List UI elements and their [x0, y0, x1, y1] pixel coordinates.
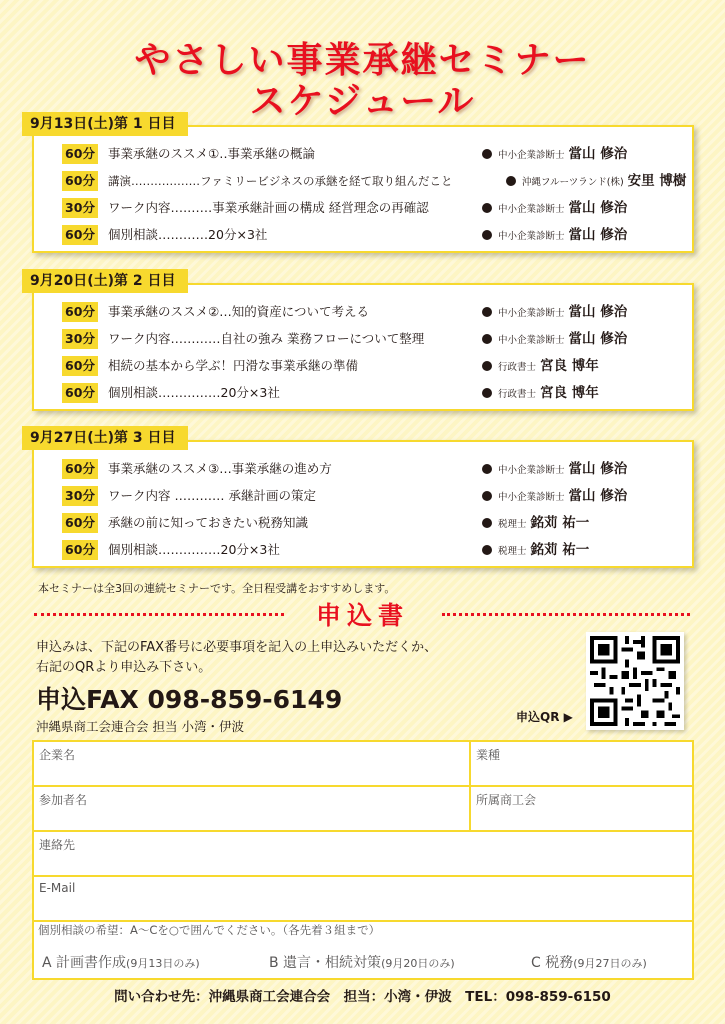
session-duration: 60分: [62, 171, 98, 191]
speaker-name: 安里 博樹: [627, 173, 687, 189]
option-c[interactable]: [531, 952, 647, 972]
day3-schedule-box: [32, 440, 694, 568]
session-description: 事業承継のススメ①‥事業承継の概論: [108, 146, 316, 161]
day1-label: 9月13日(土)第 1 日目: [22, 112, 188, 136]
speaker: [498, 143, 627, 167]
session-row: [62, 224, 692, 246]
contact-field[interactable]: [34, 832, 692, 877]
bullet-icon: [482, 464, 492, 474]
speaker-title: 行政書士: [498, 389, 537, 400]
divider-left: [34, 613, 284, 616]
speaker: [522, 170, 686, 194]
application-form: [32, 740, 694, 980]
option-a[interactable]: [42, 952, 200, 972]
speaker-name: 當山 修治: [568, 146, 628, 162]
bullet-icon: [482, 230, 492, 240]
chamber-label: 所属商工会: [476, 793, 537, 807]
session-duration: 30分: [62, 198, 98, 218]
session-duration: 60分: [62, 540, 98, 560]
consult-hope-label: 個別相談の希望：A〜Cを○で囲んでください。（各先着３組まで）: [38, 923, 381, 937]
bullet-icon: [506, 176, 516, 186]
chamber-field[interactable]: [471, 787, 692, 832]
speaker-name: 當山 修治: [568, 488, 628, 504]
option-b-sub: (9月20日のみ): [381, 957, 455, 970]
speaker-title: 行政書士: [498, 362, 537, 373]
bullet-icon: [482, 518, 492, 528]
fax-number: 申込FAX 098-859-6149: [36, 685, 343, 714]
session-description: ワーク内容 ………… 承継計画の策定: [108, 488, 316, 503]
application-title: 申込書: [315, 601, 409, 630]
qr-code-icon[interactable]: [586, 632, 684, 730]
speaker-name: 銘苅 祐一: [530, 542, 590, 558]
speaker-name: 宮良 博年: [540, 385, 599, 401]
speaker-title: 中小企業診断士: [498, 465, 565, 476]
session-description: 事業承継のススメ②…知的資産について考える: [108, 304, 369, 319]
option-c-sub: (9月27日のみ): [573, 957, 647, 970]
session-row: [62, 355, 692, 377]
speaker: [498, 355, 599, 379]
session-description: 講演‥‥‥‥‥‥‥‥‥ファミリービジネスの承継を経て取り組んだこと: [108, 174, 453, 188]
option-b-main: B 遺言・相続対策: [269, 955, 382, 971]
speaker-name: 當山 修治: [568, 331, 628, 347]
day2-schedule-box: [32, 283, 694, 411]
speaker-title: 中小企業診断士: [498, 150, 565, 161]
speaker-name: 當山 修治: [568, 200, 628, 216]
bullet-icon: [482, 388, 492, 398]
footer-contact: 問い合わせ先：沖縄県商工会連合会 担当：小湾・伊波 TEL：098-859-6150: [114, 989, 611, 1005]
option-c-main: C 税務: [531, 955, 574, 971]
speaker-title: 税理士: [498, 519, 527, 530]
session-duration: 30分: [62, 486, 98, 506]
speaker-name: 當山 修治: [568, 461, 628, 477]
industry-label: 業種: [476, 748, 501, 762]
intro-line2: 右記のQRより申込み下さい。: [36, 660, 212, 675]
industry-field[interactable]: [471, 742, 692, 787]
session-description: 相続の基本から学ぶ！円滑な事業承継の準備: [108, 358, 359, 373]
bullet-icon: [482, 545, 492, 555]
speaker-title: 中小企業診断士: [498, 308, 565, 319]
participant-field[interactable]: [34, 787, 469, 832]
email-label: E-Mail: [39, 881, 76, 895]
bullet-icon: [482, 334, 492, 344]
session-duration: 60分: [62, 383, 98, 403]
main-title-line2: スケジュール: [249, 81, 476, 122]
speaker-name: 銘苅 祐一: [530, 515, 590, 531]
speaker-title: 中小企業診断士: [498, 492, 565, 503]
session-row: [62, 512, 692, 534]
qr-label: 申込QR ▶: [516, 710, 573, 724]
organization-contact: 沖縄県商工会連合会 担当 小湾・伊波: [36, 719, 244, 734]
bullet-icon: [482, 149, 492, 159]
session-row: [62, 170, 692, 192]
series-note: 本セミナーは全3回の連続セミナーです。全日程受講をおすすめします。: [38, 582, 396, 595]
session-row: [62, 382, 692, 404]
company-name-label: 企業名: [39, 748, 76, 762]
session-row: [62, 143, 692, 165]
speaker: [498, 485, 627, 509]
session-duration: 60分: [62, 356, 98, 376]
session-description: ワーク内容‥‥‥‥‥事業承継計画の構成 経営理念の再確認: [108, 200, 429, 215]
option-a-sub: (9月13日のみ): [126, 957, 200, 970]
speaker-title: 中小企業診断士: [498, 204, 565, 215]
session-row: [62, 539, 692, 561]
speaker-title: 沖縄フルーツランド(株): [522, 177, 624, 188]
speaker: [498, 539, 589, 563]
participant-label: 参加者名: [39, 793, 88, 807]
speaker-title: 中小企業診断士: [498, 231, 565, 242]
session-description: 承継の前に知っておきたい税務知識: [108, 515, 309, 530]
option-a-main: A 計画書作成: [42, 955, 127, 971]
speaker: [498, 458, 627, 482]
session-row: [62, 458, 692, 480]
session-duration: 60分: [62, 513, 98, 533]
email-field[interactable]: [34, 877, 692, 922]
session-description: ワーク内容…………自社の強み 業務フローについて整理: [108, 331, 425, 346]
session-row: [62, 197, 692, 219]
option-b[interactable]: [269, 952, 455, 972]
day2-label: 9月20日(土)第 2 日目: [22, 269, 188, 293]
divider-right: [442, 613, 690, 616]
speaker: [498, 301, 627, 325]
speaker-title: 税理士: [498, 546, 527, 557]
session-duration: 60分: [62, 302, 98, 322]
speaker-name: 當山 修治: [568, 304, 628, 320]
session-duration: 60分: [62, 144, 98, 164]
main-title-line1: やさしい事業承継セミナー: [134, 40, 591, 81]
session-duration: 60分: [62, 459, 98, 479]
speaker-name: 當山 修治: [568, 227, 628, 243]
speaker-title: 中小企業診断士: [498, 335, 565, 346]
session-duration: 60分: [62, 225, 98, 245]
bullet-icon: [482, 361, 492, 371]
contact-label: 連絡先: [39, 838, 76, 852]
speaker: [498, 512, 589, 536]
session-description: 個別相談……………20分×3社: [108, 385, 280, 400]
speaker: [498, 382, 599, 406]
session-row: [62, 301, 692, 323]
day3-label: 9月27日(土)第 3 日目: [22, 426, 188, 450]
day1-schedule-box: [32, 125, 694, 253]
speaker: [498, 197, 627, 221]
bullet-icon: [482, 491, 492, 501]
session-description: 事業承継のススメ③…事業承継の進め方: [108, 461, 332, 476]
speaker-name: 宮良 博年: [540, 358, 599, 374]
speaker: [498, 224, 627, 248]
application-intro: [36, 638, 437, 678]
intro-line1: 申込みは、下記のFAX番号に必要事項を記入の上申込みいただくか、: [36, 640, 438, 655]
session-description: 個別相談……………20分×3社: [108, 542, 280, 557]
session-row: [62, 485, 692, 507]
company-name-field[interactable]: [34, 742, 469, 787]
session-row: [62, 328, 692, 350]
speaker: [498, 328, 627, 352]
session-description: 個別相談‥‥‥‥‥‥20分×3社: [108, 227, 268, 242]
bullet-icon: [482, 203, 492, 213]
session-duration: 30分: [62, 329, 98, 349]
bullet-icon: [482, 307, 492, 317]
